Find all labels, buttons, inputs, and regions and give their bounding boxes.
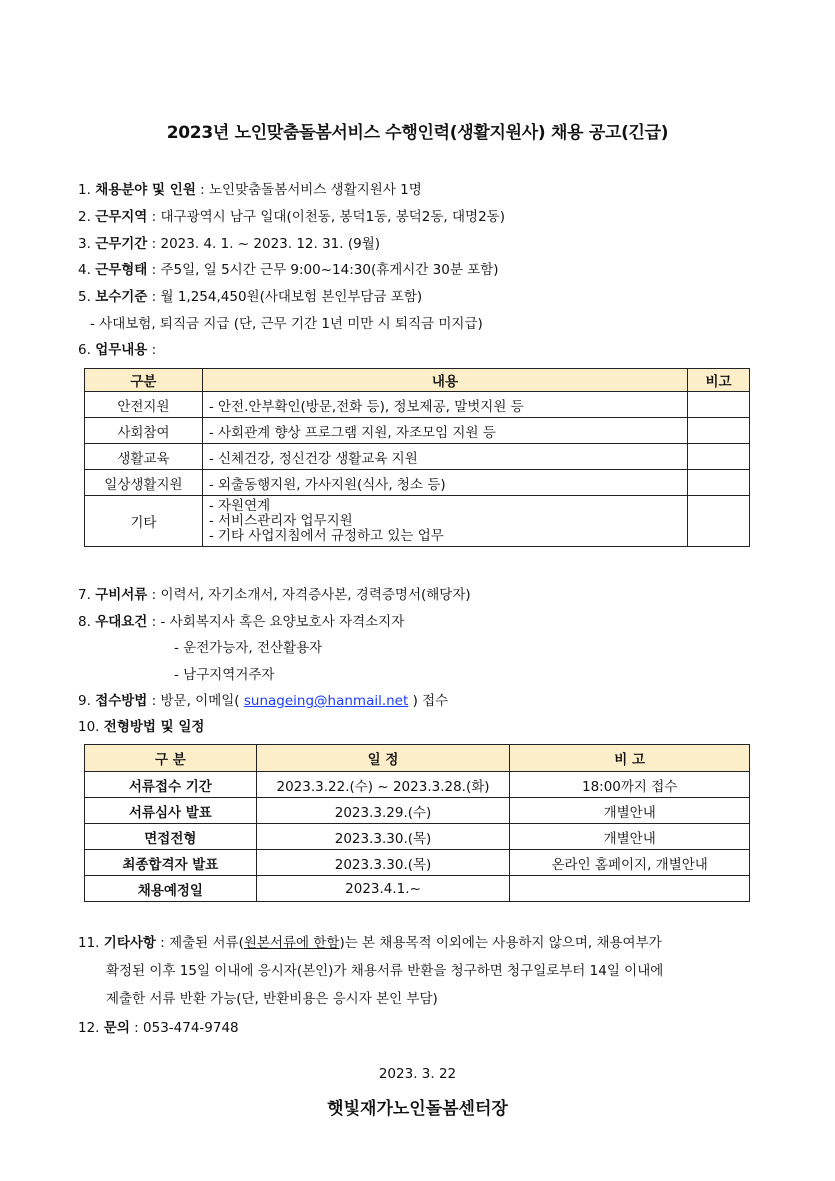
schedule-table xyxy=(84,744,750,902)
page-title: 2023년 노인맞춤돌봄서비스 수행인력(생활지원사) 채용 공고(긴급) xyxy=(166,123,669,143)
duty-note xyxy=(688,418,750,444)
table-header-row xyxy=(85,745,750,772)
item-sep: : xyxy=(147,693,161,709)
column-header: 일 정 xyxy=(256,745,510,772)
item-label: 전형방법 및 일정 xyxy=(103,719,205,735)
table-row xyxy=(85,850,750,876)
item-sep: : xyxy=(147,236,161,252)
duty-category: 생활교육 xyxy=(85,444,203,470)
notes-line xyxy=(78,929,768,957)
item-label: 근무기간 xyxy=(95,236,148,252)
schedule-note: 개별안내 xyxy=(510,798,750,824)
duty-content: - 신체건강, 정신건강 생활교육 지원 xyxy=(202,444,687,470)
table-row xyxy=(85,876,750,902)
schedule-date: 2023.4.1.~ xyxy=(256,876,510,902)
item-number: 9. xyxy=(78,693,91,709)
duty-content: - 사회관계 향상 프로그램 지원, 자조모임 지원 등 xyxy=(202,418,687,444)
duty-category: 사회참여 xyxy=(85,418,203,444)
item-value: 노인맞춤돌봄서비스 생활지원사 1명 xyxy=(209,182,422,198)
item-label: 구비서류 xyxy=(95,587,148,603)
table-row xyxy=(85,444,750,470)
duty-line: - 기타 사업지침에서 규정하고 있는 업무 xyxy=(208,527,444,544)
table-row xyxy=(85,392,750,418)
item-label: 우대요건 xyxy=(95,614,148,630)
schedule-stage: 면접전형 xyxy=(85,824,257,850)
item-number: 6. xyxy=(78,342,91,358)
item-number: 12. xyxy=(78,1020,100,1036)
email-link[interactable]: sunageing@hanmail.net xyxy=(243,693,409,709)
preference-line: - 사회복지사 혹은 요양보호사 자격소지자 xyxy=(160,614,405,630)
duty-note xyxy=(688,392,750,418)
item-number: 4. xyxy=(78,262,91,278)
schedule-note: 온라인 홈페이지, 개별안내 xyxy=(510,850,750,876)
item-other-notes xyxy=(78,929,768,1013)
item-duties xyxy=(78,338,156,358)
column-header: 비 고 xyxy=(510,745,750,772)
item-salary xyxy=(78,285,422,305)
schedule-date: 2023.3.30.(목) xyxy=(256,824,510,850)
item-number: 1. xyxy=(78,182,91,198)
item-sep: : xyxy=(147,614,161,630)
item-value: 방문, 이메일( xyxy=(160,693,244,709)
column-header: 구분 xyxy=(85,369,203,392)
column-header: 내용 xyxy=(202,369,687,392)
item-sep: : xyxy=(147,289,161,305)
item-value: 이력서, 자기소개서, 자격증사본, 경력증명서(해당자) xyxy=(160,587,471,603)
item-work-area xyxy=(78,205,505,225)
duty-note xyxy=(688,470,750,496)
schedule-stage: 서류심사 발표 xyxy=(85,798,257,824)
item-value: ) 접수 xyxy=(408,693,449,709)
item-value: 주5일, 일 5시간 근무 9:00~14:30(휴게시간 30분 포함) xyxy=(160,262,499,278)
schedule-date: 2023.3.30.(목) xyxy=(256,850,510,876)
schedule-stage: 채용예정일 xyxy=(85,876,257,902)
item-work-type xyxy=(78,258,499,278)
item-documents xyxy=(78,583,471,603)
item-number: 2. xyxy=(78,209,91,225)
item-label: 근무지역 xyxy=(95,209,148,225)
schedule-date: 2023.3.29.(수) xyxy=(256,798,510,824)
notes-line: 제출한 서류 반환 가능(단, 반환비용은 응시자 본인 부담) xyxy=(106,991,438,1007)
table-row xyxy=(85,496,750,547)
schedule-note: 개별안내 xyxy=(510,824,750,850)
item-label: 근무형태 xyxy=(95,262,148,278)
item-number: 7. xyxy=(78,587,91,603)
item-number: 5. xyxy=(78,289,91,305)
item-sep: : xyxy=(147,209,161,225)
item-sep: : xyxy=(147,262,161,278)
duty-note xyxy=(688,444,750,470)
duty-category: 안전지원 xyxy=(85,392,203,418)
duty-line: - 자원연계 xyxy=(208,497,271,514)
item-label: 접수방법 xyxy=(95,693,148,709)
item-work-period xyxy=(78,232,380,252)
item-number: 8. xyxy=(78,614,91,630)
table-row xyxy=(85,798,750,824)
duty-category: 기타 xyxy=(85,496,203,547)
issuer-signature: 햇빛재가노인돌봄센터장 xyxy=(327,1099,508,1119)
item-sep: : xyxy=(129,1020,144,1036)
item-label: 기타사항 xyxy=(103,935,156,951)
table-row xyxy=(85,418,750,444)
duty-content xyxy=(202,496,687,547)
item-value: 대구광역시 남구 일대(이천동, 봉덕1동, 봉덕2동, 대명2동) xyxy=(160,209,505,225)
item-number: 11. xyxy=(78,935,100,951)
item-sep: : xyxy=(155,935,170,951)
notes-text: )는 본 채용목적 이외에는 사용하지 않으며, 채용여부가 xyxy=(339,935,662,951)
duty-content: - 안전.안부확인(방문,전화 등), 정보제공, 말벗지원 등 xyxy=(202,392,687,418)
schedule-stage: 서류접수 기간 xyxy=(85,772,257,798)
preference-line: - 남구지역거주자 xyxy=(174,667,275,683)
duty-content: - 외출동행지원, 가사지원(식사, 청소 등) xyxy=(202,470,687,496)
duty-table xyxy=(84,368,750,547)
column-header: 비고 xyxy=(688,369,750,392)
item-contact xyxy=(78,1016,239,1036)
item-value: 월 1,254,450원(사대보험 본인부담금 포함) xyxy=(160,289,423,305)
table-row xyxy=(85,470,750,496)
schedule-date: 2023.3.22.(수) ~ 2023.3.28.(화) xyxy=(256,772,510,798)
item-label: 보수기준 xyxy=(95,289,148,305)
notice-date: 2023. 3. 22 xyxy=(378,1066,457,1082)
schedule-note: 18:00까지 접수 xyxy=(510,772,750,798)
notes-text: 제출된 서류( xyxy=(169,935,244,951)
duty-category: 일상생활지원 xyxy=(85,470,203,496)
item-label: 업무내용 xyxy=(95,342,148,358)
duty-note xyxy=(688,496,750,547)
item-application-method xyxy=(78,689,448,709)
item-sep: : xyxy=(195,182,210,198)
item-number: 3. xyxy=(78,236,91,252)
item-value: 2023. 4. 1. ~ 2023. 12. 31. (9월) xyxy=(160,236,381,252)
table-row xyxy=(85,824,750,850)
table-row xyxy=(85,772,750,798)
contact-phone: 053-474-9748 xyxy=(143,1020,239,1036)
item-preferences xyxy=(78,610,404,630)
item-label: 채용분야 및 인원 xyxy=(95,182,196,198)
table-header-row xyxy=(85,369,750,392)
item-sep: : xyxy=(147,342,157,358)
item-number: 10. xyxy=(78,719,100,735)
column-header: 구 분 xyxy=(85,745,257,772)
schedule-stage: 최종합격자 발표 xyxy=(85,850,257,876)
schedule-note xyxy=(510,876,750,902)
item-selection-process xyxy=(78,715,204,735)
notes-underlined: 원본서류에 한함 xyxy=(243,935,340,951)
preference-line: - 운전가능자, 전산활용자 xyxy=(174,640,323,656)
duty-line: - 서비스관리자 업무지원 xyxy=(208,512,353,529)
item-label: 문의 xyxy=(103,1020,130,1036)
item-recruit-field xyxy=(78,178,422,198)
notes-line: 확정된 이후 15일 이내에 응시자(본인)가 채용서류 반환을 청구하면 청구일로부터 14일 이내에 xyxy=(106,963,664,979)
item-sep: : xyxy=(147,587,161,603)
salary-subnote: - 사대보험, 퇴직금 지급 (단, 근무 기간 1년 미만 시 퇴직금 미지급) xyxy=(90,316,483,332)
